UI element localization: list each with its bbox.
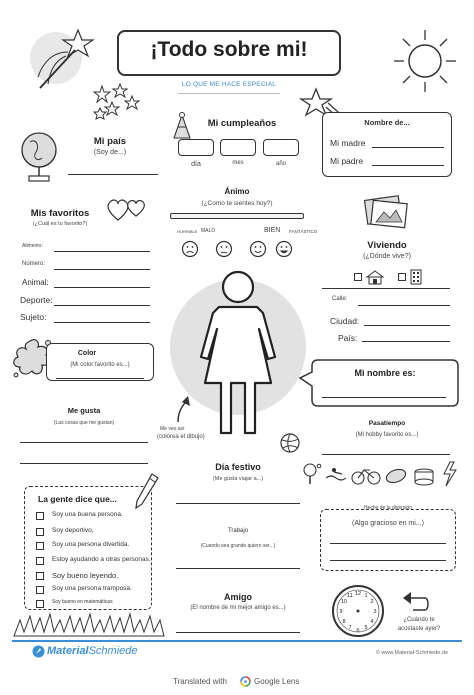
mood-label-malo: MALO: [201, 228, 216, 234]
dia-box[interactable]: [178, 139, 214, 156]
smile-face-icon: [251, 242, 266, 257]
amigo-subtitle: (El nombre de mi mejor amigo es...): [190, 605, 286, 611]
vivienda-title: Viviendo: [367, 240, 407, 251]
google-lens-text: Google Lens: [254, 677, 300, 686]
padre-line[interactable]: [372, 165, 444, 166]
fav-sujeto-line[interactable]: [54, 322, 150, 323]
diversion-line-2[interactable]: [330, 560, 446, 561]
ano-label: año: [275, 161, 286, 167]
ping-pong-icon: [304, 464, 321, 484]
gente-item-label-6: Soy bueno en matemáticas: [52, 599, 113, 605]
gente-checkbox-2[interactable]: [36, 542, 44, 550]
diversion-title: Hecho de la diversión: [363, 505, 413, 511]
photos-icon: [362, 192, 410, 230]
trabajo-line[interactable]: [176, 568, 300, 569]
color-subtitle: (Mi color favorito es...): [70, 362, 130, 368]
gente-item-label-3: Estoy ayudando a otras personas.: [52, 556, 151, 563]
mood-label-horrible: HORRIBLE: [177, 229, 198, 234]
me-veo-line2: (colorea el dibujo): [157, 434, 205, 440]
page-subtitle: LO QUE ME HACE ESPECIAL: [181, 81, 277, 88]
festivo-line[interactable]: [176, 503, 300, 504]
pais-field-label: País:: [338, 333, 358, 343]
globe-icon: [18, 128, 60, 184]
gente-checkbox-3[interactable]: [36, 557, 44, 565]
svg-text:4: 4: [370, 619, 374, 625]
vivienda-subtitle: (¿Dónde vive?): [363, 253, 411, 260]
house-checkbox[interactable]: [354, 273, 362, 281]
mood-scale-bar[interactable]: [170, 213, 304, 219]
fav-sujeto-label: Sujeto:: [20, 312, 47, 322]
gente-checkbox-4[interactable]: [36, 572, 44, 580]
dia-label: día: [191, 161, 201, 168]
gente-title: La gente dice que...: [38, 494, 117, 504]
sad-face-icon: [183, 242, 198, 257]
ano-box[interactable]: [263, 139, 299, 156]
pencil-icon: [134, 472, 160, 510]
color-line[interactable]: [56, 378, 144, 379]
fav-alimento-line[interactable]: [54, 251, 150, 252]
brand-logo-icon: [32, 645, 45, 658]
football-icon: [385, 467, 408, 485]
brand-name: [47, 645, 138, 657]
lightning-icon: [444, 462, 456, 486]
nombre-speech-bubble: [298, 358, 460, 408]
me-gusta-line-1[interactable]: [20, 442, 148, 443]
bicycle-icon: [352, 470, 380, 484]
me-veo-line1: Me veo así: [160, 426, 185, 432]
favoritos-title: Mis favoritos: [30, 208, 90, 219]
pasatiempo-subtitle: (Mi hobby favorito es...): [355, 432, 419, 438]
me-gusta-title: Me gusta: [67, 406, 101, 415]
nombre-line[interactable]: [322, 397, 446, 398]
svg-text:2: 2: [370, 599, 374, 605]
acostaste-line1: ¿Cuándo te: [403, 617, 435, 623]
apartment-icon: [410, 269, 422, 285]
fav-animal-line[interactable]: [54, 287, 150, 288]
clock-icon: [330, 583, 386, 639]
pais-title: Mi país: [93, 136, 127, 147]
gente-checkbox-1[interactable]: [36, 528, 44, 536]
volleyball-icon: [279, 432, 301, 454]
calle-line[interactable]: [358, 305, 450, 306]
diversion-box: [320, 509, 456, 571]
svg-text:1: 1: [364, 593, 368, 599]
svg-text:5: 5: [364, 625, 368, 631]
svg-text:7: 7: [348, 625, 352, 631]
gente-item-label-5: Soy una persona tramposa.: [52, 585, 132, 592]
gente-item-label-1: Soy deportivo,: [52, 527, 94, 534]
pais-line[interactable]: [68, 174, 158, 175]
padre-label: Mi padre: [330, 156, 364, 166]
calle-label: Calle:: [332, 296, 348, 302]
brand-name-part1: Material: [47, 645, 89, 657]
gente-checkbox-6[interactable]: [36, 600, 44, 608]
festivo-title: Día festivo: [215, 462, 261, 472]
fav-numero-line[interactable]: [54, 269, 150, 270]
page-title: ¡Todo sobre mi!: [150, 38, 308, 61]
grass-icon: [14, 612, 164, 636]
arrow-up-icon: [172, 394, 194, 424]
svg-text:6: 6: [356, 628, 360, 634]
fav-deporte-line[interactable]: [54, 305, 150, 306]
ciudad-label: Ciudad:: [330, 316, 360, 326]
nombre-title: Mi nombre es:: [354, 368, 416, 378]
swimmer-icon: [326, 468, 346, 480]
sun-icon: [392, 28, 458, 94]
mood-faces[interactable]: [178, 240, 294, 260]
svg-text:10: 10: [340, 599, 348, 605]
gente-checkbox-5[interactable]: [36, 586, 44, 594]
cumple-title: Mi cumpleaños: [207, 118, 277, 129]
gente-item-label-4: Soy bueno leyendo.: [52, 571, 119, 580]
mood-label-bien: BIEN: [264, 227, 281, 234]
amigo-title: Amigo: [224, 592, 252, 602]
ciudad-line[interactable]: [364, 325, 450, 326]
svg-text:12: 12: [354, 591, 362, 597]
mes-label: mes: [232, 160, 244, 166]
diversion-subtitle: (Algo gracioso en mi...): [352, 520, 424, 527]
google-lens-icon: [240, 676, 251, 687]
pasatiempo-title: Pasatiempo: [368, 420, 406, 427]
pasatiempo-line[interactable]: [322, 454, 450, 455]
svg-text:9: 9: [339, 609, 343, 615]
svg-text:8: 8: [342, 619, 346, 625]
party-hat-icon: [172, 112, 192, 140]
fav-animal-label: Animal:: [22, 278, 49, 287]
translated-with-text: Translated with: [173, 677, 227, 686]
mes-box[interactable]: [220, 139, 256, 156]
pais-subtitle: (Soy de...): [93, 149, 127, 156]
happy-face-icon: [277, 242, 292, 257]
subtitle-underline: [178, 93, 280, 94]
apartment-checkbox[interactable]: [398, 273, 406, 281]
gente-item-label-0: Soy una buena persona.: [52, 511, 123, 518]
animo-subtitle: (¿Como te sientes hoy?): [201, 200, 273, 207]
drum-icon: [415, 469, 433, 485]
stars-icon: [92, 84, 142, 124]
me-gusta-line-2[interactable]: [20, 463, 148, 464]
acostaste-line2: acostaste ayer?: [397, 626, 441, 632]
fav-deporte-label: Deporte:: [20, 295, 53, 305]
gente-item-label-2: Soy una persona divertida.: [52, 541, 130, 548]
hearts-icon: [106, 194, 148, 224]
website-link[interactable]: © www.Material-Schmiede.de: [375, 650, 448, 656]
nombre-de-title: Nombre de...: [364, 118, 410, 127]
amigo-line[interactable]: [176, 632, 300, 633]
festivo-subtitle: (Me gusta viajar a...): [212, 476, 264, 482]
me-gusta-subtitle: (Las cosas que me gustan): [53, 420, 115, 426]
return-arrow-icon: [401, 590, 431, 614]
pais-field-line[interactable]: [362, 341, 450, 342]
svg-text:3: 3: [373, 609, 377, 615]
footer-divider: [12, 640, 462, 642]
unhappy-face-icon: [217, 242, 232, 257]
animo-title: Ánimo: [224, 187, 250, 196]
diversion-line-1[interactable]: [330, 543, 446, 544]
color-title: Color: [77, 350, 97, 357]
madre-line[interactable]: [372, 147, 444, 148]
magic-wand-icon: [28, 22, 98, 92]
fav-numero-label: Número:: [22, 261, 46, 267]
svg-text:11: 11: [347, 593, 353, 599]
gente-checkbox-0[interactable]: [36, 512, 44, 520]
fav-alimento-label: Alimento:: [22, 243, 43, 249]
house-icon: [366, 270, 384, 284]
brand-name-part2: Schmiede: [88, 645, 138, 657]
trabajo-title: Trabajo: [227, 528, 249, 534]
madre-label: Mi madre: [330, 138, 366, 148]
hobby-icons: [298, 460, 462, 488]
trabajo-subtitle: (Cuando sea grande quiero ser...): [200, 543, 276, 549]
mood-label-fantastico: FANTÁSTICO: [289, 229, 318, 234]
vivienda-top-line: [322, 288, 450, 289]
favoritos-subtitle: (¿Cuál es tu favorito?): [32, 221, 88, 227]
